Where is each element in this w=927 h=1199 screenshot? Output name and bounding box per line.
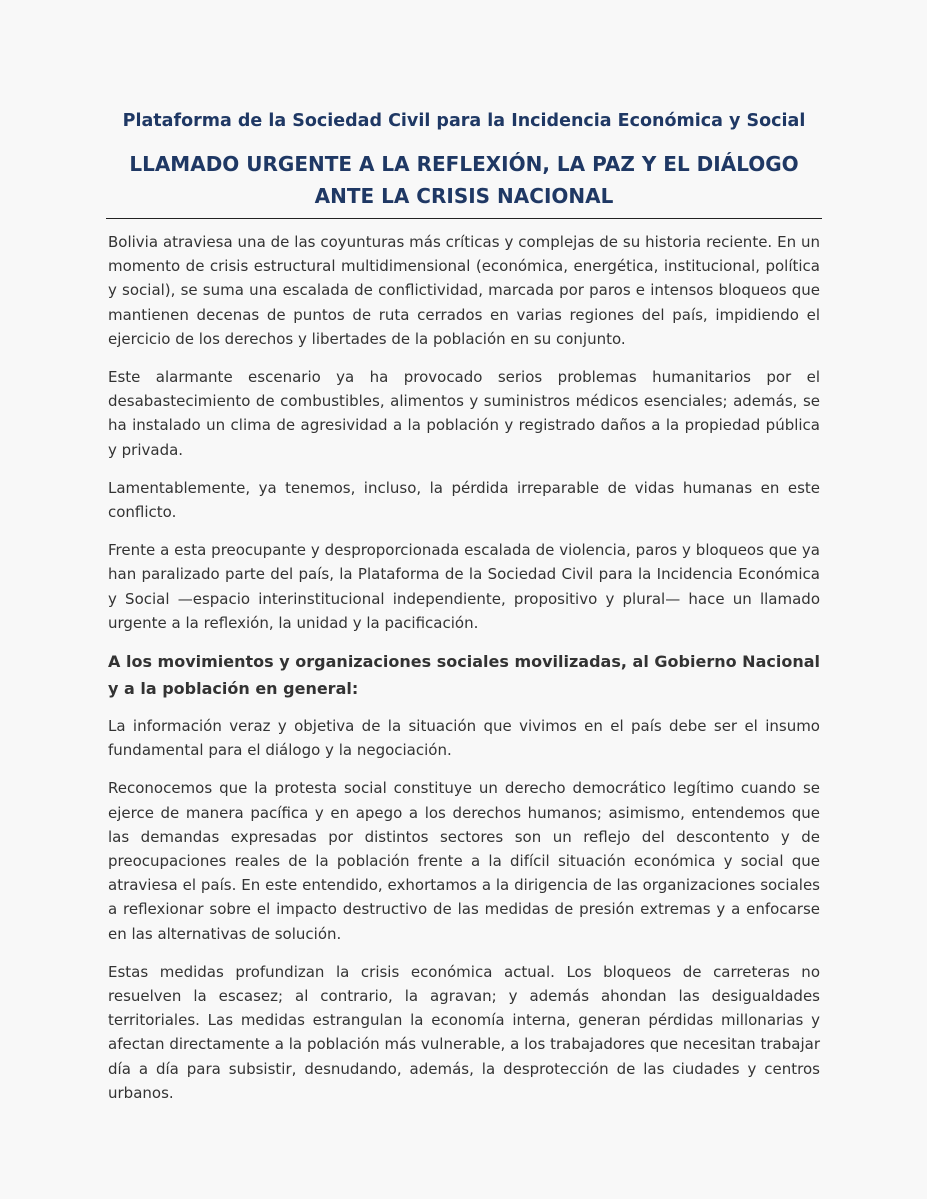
- title-divider: [106, 218, 822, 219]
- paragraph-3: Lamentablemente, ya tenemos, incluso, la pérdida irreparable de vidas humanas en este conflicto.: [108, 478, 820, 522]
- document-body: [108, 230, 820, 1119]
- section-heading: A los movimientos y organizaciones sociales movilizadas, al Gobierno Nacional y a la población en general:: [108, 652, 820, 698]
- paragraph-2: Este alarmante escenario ya ha provocado serios problemas humanitarios por el desabastecimiento de combustibles, alimentos y suministros médicos esenciales; además, se ha instalado un clima de agresividad a la población y registrado daños a la propiedad pública y privada.: [108, 368, 820, 459]
- paragraph-5: La información veraz y objetiva de la situación que vivimos en el país debe ser el insumo fundamental para el diálogo y la negociación.: [108, 717, 820, 760]
- paragraph-7: Estas medidas profundizan la crisis económica actual. Los bloqueos de carreteras no resuelven la escasez; al contrario, la agravan; y además ahondan las desigualdades territoriales. Las medidas estrangulan la economía interna, generan pérdidas millonarias y afectan directamente a la población más vulnerable, a los trabajadores que necesitan trabajar día a día para subsistir, desnudando, además, la desprotección de las ciudades y centros urbanos.: [108, 962, 820, 1102]
- paragraph-1: Bolivia atraviesa una de las coyunturas más críticas y complejas de su historia reciente. En un momento de crisis estructural multidimensional (económica, energética, institucional, política y social), se suma una escalada de conflictividad, marcada por paros e intensos bloqueos que mantienen decenas de puntos de ruta cerrados en varias regiones del país, impidiendo el ejercicio de los derechos y libertades de la población en su conjunto.: [108, 233, 820, 348]
- document-title: LLAMADO URGENTE A LA REFLEXIÓN, LA PAZ Y EL DIÁLOGO ANTE LA CRISIS NACIONAL: [129, 152, 799, 208]
- organization-title: Plataforma de la Sociedad Civil para la Incidencia Económica y Social: [122, 111, 806, 131]
- document-header: [106, 106, 822, 212]
- paragraph-4: Frente a esta preocupante y desproporcionada escalada de violencia, paros y bloqueos que ya han paralizado parte del país, la Plataforma de la Sociedad Civil para la Incidencia Económica y Social —espacio interinstitucional independiente, propositivo y plural— hace un llamado urgente a la reflexión, la unidad y la pacificación.: [108, 541, 820, 632]
- paragraph-6: Reconocemos que la protesta social constituye un derecho democrático legítimo cuando se ejerce de manera pacífica y en apego a los derechos humanos; asimismo, entendemos que las demandas expresadas por distintos sectores son un reflejo del descontento y de preocupaciones reales de la población frente a la difícil situación económica y social que atraviesa el país. En este entendido, exhortamos a la dirigencia de las organizaciones sociales a reflexionar sobre el impacto destructivo de las medidas de presión extremas y a enfocarse en las alternativas de solución.: [108, 779, 820, 943]
